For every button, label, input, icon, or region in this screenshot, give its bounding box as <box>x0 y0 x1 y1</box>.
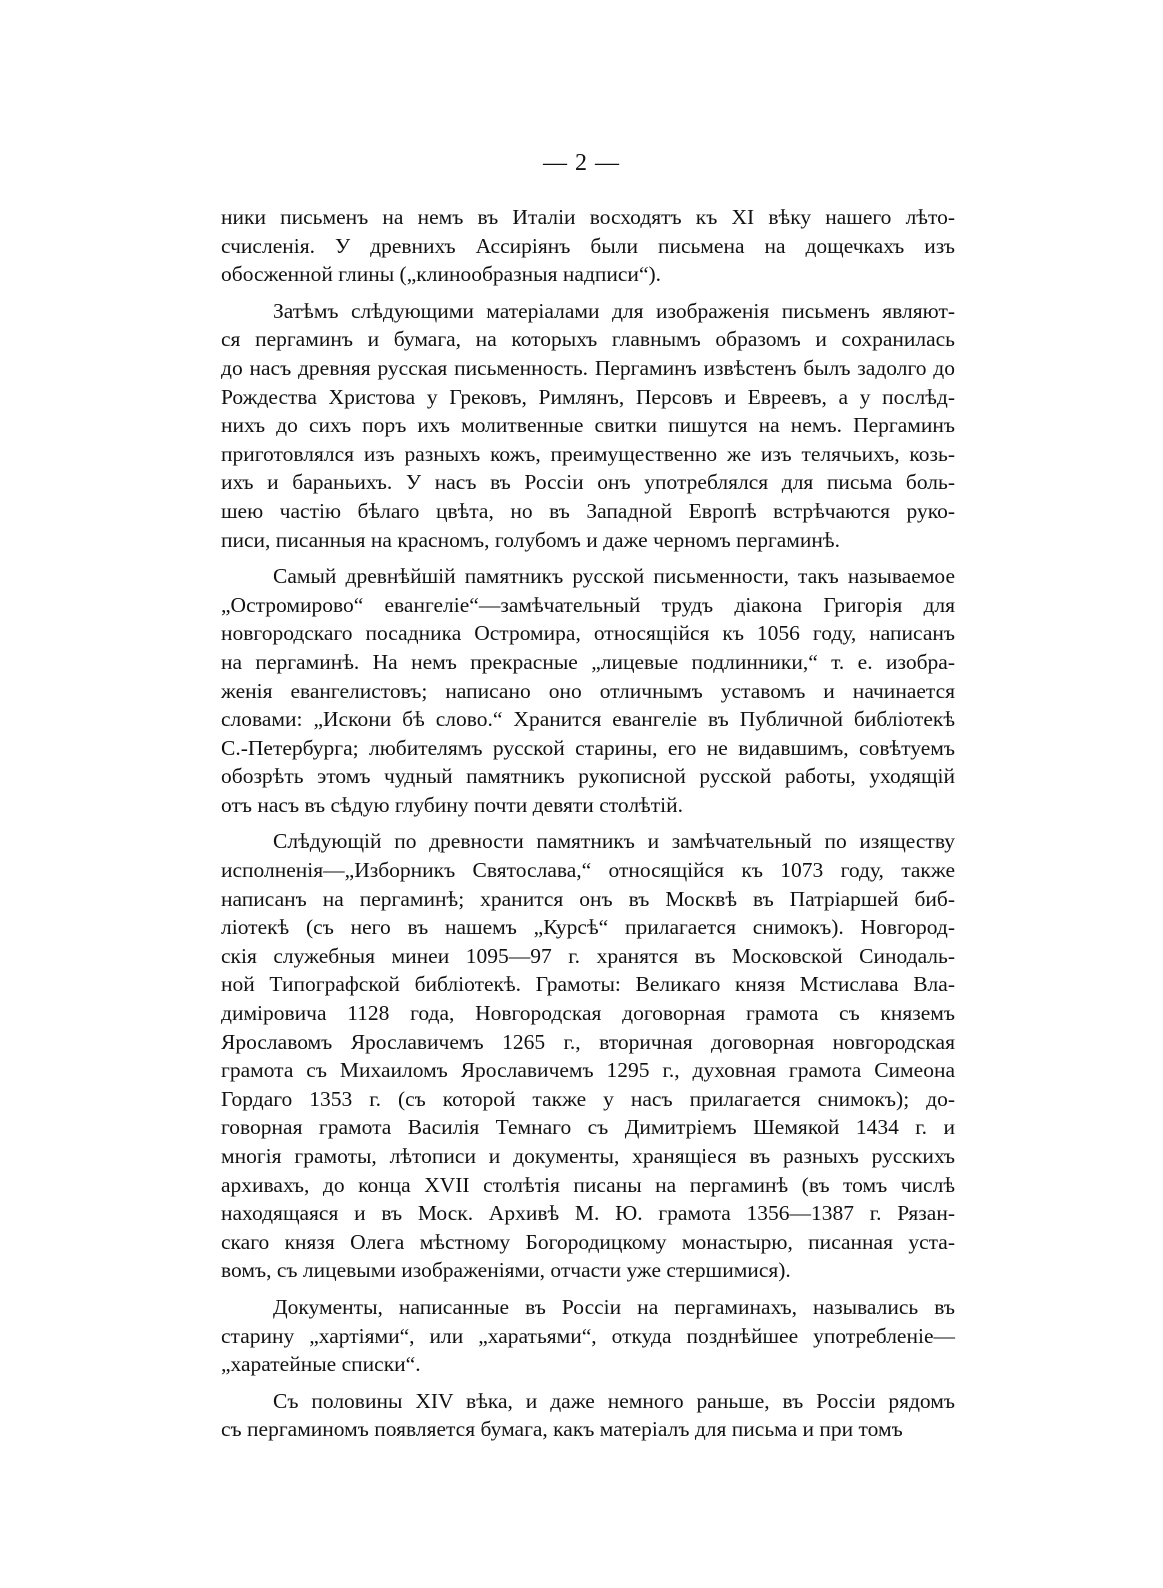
text-line: ліотекѣ (съ него въ нашемъ „Курсѣ“ прилагается снимокъ). Новгород- <box>221 915 955 940</box>
text-line: писи, писанныя на красномъ, голубомъ и даже черномъ пергаминѣ. <box>221 527 840 552</box>
text-line: написанъ на пергаминѣ; хранится онъ въ Москвѣ въ Патріаршей биб- <box>221 886 955 911</box>
body-text <box>221 203 955 1444</box>
text-line: ихъ и бараньихъ. У насъ въ Россіи онъ употреблялся для письма боль- <box>221 470 955 495</box>
paragraph <box>221 203 955 289</box>
text-line: Съ половины XIV вѣка, и даже немного раньше, въ Россіи рядомъ <box>273 1388 955 1413</box>
paragraph-gap <box>221 1379 955 1387</box>
paragraph <box>221 1293 955 1379</box>
paragraph <box>221 827 955 1285</box>
text-line: Слѣдующій по древности памятникъ и замѣчательный по изяществу <box>273 829 955 854</box>
page-number: — 2 — <box>543 150 620 176</box>
text-line: отъ насъ въ сѣдую глубину почти девяти столѣтій. <box>221 792 683 817</box>
paragraph-gap <box>221 554 955 562</box>
text-line: обозрѣть этомъ чудный памятникъ рукописной русской работы, уходящій <box>221 764 955 789</box>
text-line: старину „хартіями“, или „харатьями“, откуда позднѣйшее употребленіе— <box>221 1323 955 1348</box>
text-line: Ярославомъ Ярославичемъ 1265 г., вторичная договорная новгородская <box>221 1029 955 1054</box>
paragraph-gap <box>221 819 955 827</box>
text-line: скаго князя Олега мѣстному Богородицкому монастырю, писанная уста- <box>221 1229 955 1254</box>
text-line: Документы, написанные въ Россіи на пергаминахъ, назывались въ <box>273 1294 955 1319</box>
text-line: женія евангелистовъ; написано оно отличнымъ уставомъ и начинается <box>221 678 955 703</box>
paragraph-gap <box>221 289 955 297</box>
text-line: скія служебныя минеи 1095—97 г. хранятся въ Московской Синодаль- <box>221 943 955 968</box>
text-line: архивахъ, до конца XVII столѣтія писаны на пергаминѣ (въ томъ числѣ <box>221 1172 955 1197</box>
text-line: приготовлялся изъ разныхъ кожъ, преимущественно же изъ телячьихъ, козь- <box>221 441 955 466</box>
text-line: Затѣмъ слѣдующими матеріалами для изображенія письменъ являют- <box>273 298 955 323</box>
text-line: ники письменъ на немъ въ Италіи восходятъ къ XI вѣку нашего лѣто- <box>221 205 955 229</box>
text-line: Рождества Христова у Грековъ, Римлянъ, Персовъ и Евреевъ, а у послѣд- <box>221 384 955 409</box>
paragraph-gap <box>221 1285 955 1293</box>
text-line: грамота съ Михаиломъ Ярославичемъ 1295 г., духовная грамота Симеона <box>221 1058 955 1083</box>
text-line: многія грамоты, лѣтописи и документы, хранящіеся въ разныхъ русскихъ <box>221 1144 955 1168</box>
text-line: съ пергаминомъ появляется бумага, какъ матеріалъ для письма и при томъ <box>221 1417 903 1442</box>
paragraph <box>221 562 955 819</box>
text-line: находящаяся и въ Моск. Архивѣ М. Ю. грамота 1356—1387 г. Рязан- <box>221 1201 955 1226</box>
paragraph <box>221 297 955 554</box>
text-line: „Остромирово“ евангеліе“—замѣчательный трудъ діакона Григорія для <box>221 592 955 617</box>
text-line: „харатейные списки“. <box>221 1352 421 1377</box>
text-line: ной Типографской библіотекѣ. Грамоты: Великаго князя Мстислава Вла- <box>221 972 955 997</box>
text-line: исполненія—„Изборникъ Святослава,“ относящійся къ 1073 году, также <box>221 858 955 883</box>
text-line: до насъ древняя русская письменность. Пергаминъ извѣстенъ былъ задолго до <box>221 355 955 380</box>
text-line: обосженной глины („клинообразныя надписи“). <box>221 262 662 287</box>
text-line: словами: „Искони бѣ слово.“ Хранится евангеліе въ Публичной библіотекѣ <box>221 707 955 732</box>
text-line: вомъ, съ лицевыми изображеніями, отчасти уже стершимися). <box>221 1258 791 1283</box>
text-line: ся пергаминъ и бумага, на которыхъ главнымъ образомъ и сохранилась <box>221 327 955 352</box>
text-line: С.-Петербурга; любителямъ русской старины, его не видавшимъ, совѣтуемъ <box>221 735 955 760</box>
text-line: Самый древнѣйшій памятникъ русской письменности, такъ называемое <box>273 564 955 589</box>
text-line: шею частію бѣлаго цвѣта, но въ Западной Европѣ встрѣчаются руко- <box>221 498 955 523</box>
text-line: нихъ до сихъ поръ ихъ молитвенные свитки пишутся на немъ. Пергаминъ <box>221 413 955 438</box>
text-line: новгородскаго посадника Остромира, относящійся къ 1056 году, написанъ <box>221 621 955 646</box>
text-line: Гордаго 1353 г. (съ которой также у насъ прилагается снимокъ); до- <box>221 1086 955 1111</box>
text-line: на пергаминѣ. На немъ прекрасные „лицевые подлинники,“ т. е. изобра- <box>221 649 955 674</box>
text-line: счисленія. У древнихъ Ассиріянъ были письмена на дощечкахъ изъ <box>221 233 955 258</box>
text-line: диміровича 1128 года, Новгородская договорная грамота съ княземъ <box>221 1001 955 1026</box>
text-line: говорная грамота Василія Темнаго съ Димитріемъ Шемякой 1434 г. и <box>221 1115 955 1140</box>
paragraph <box>221 1387 955 1444</box>
